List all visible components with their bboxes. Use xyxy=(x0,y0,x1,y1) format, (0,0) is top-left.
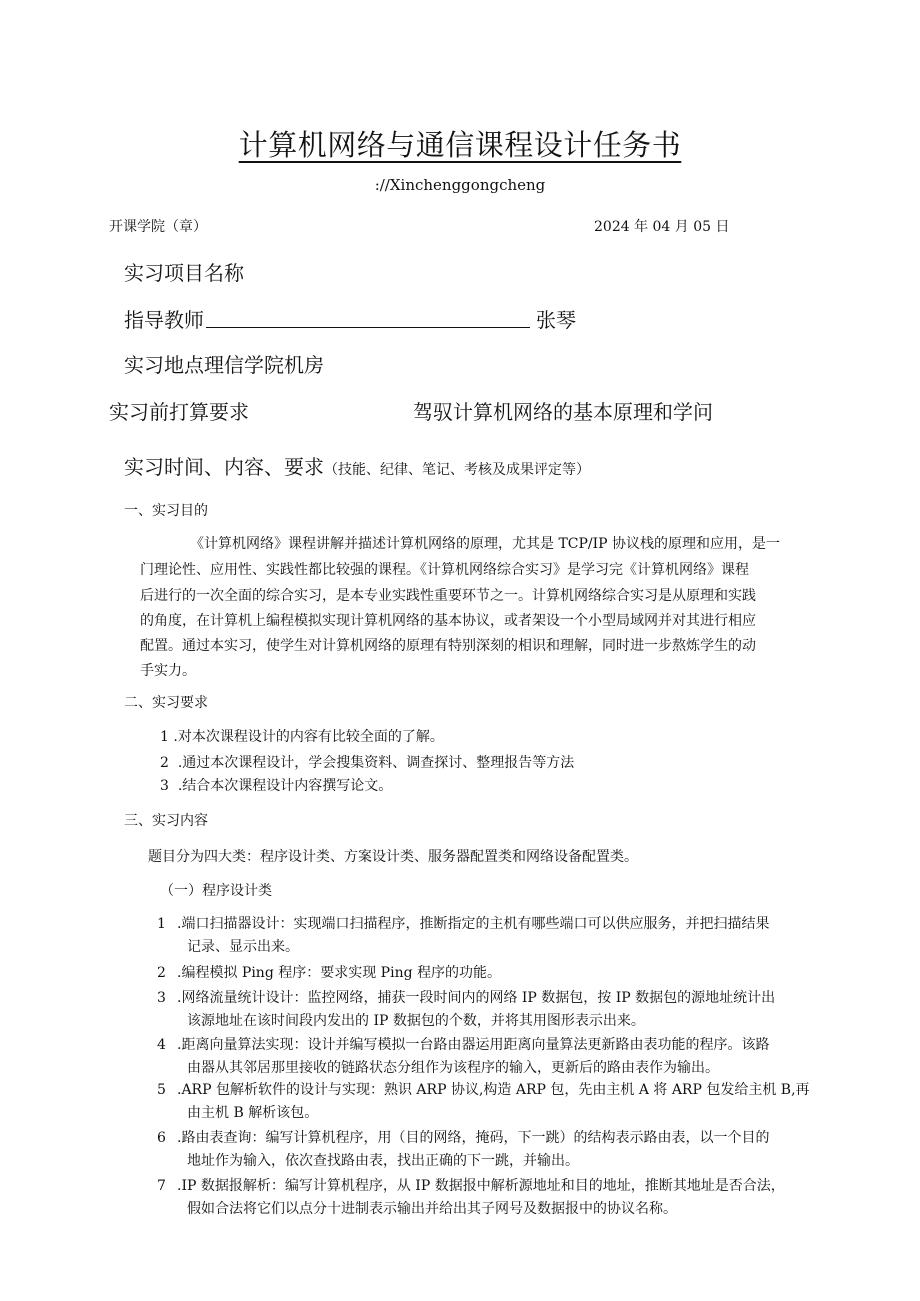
section1-heading: 一、实习目的 xyxy=(124,503,208,519)
subsection-heading: （一）程序设计类 xyxy=(160,883,272,899)
item-number: 2 xyxy=(157,965,166,981)
item-number: 3 xyxy=(157,990,166,1006)
item-number: 1 xyxy=(157,916,166,932)
page-title: 计算机网络与通信课程设计任务书 xyxy=(238,128,682,162)
project-name-label: 实习项目名称 xyxy=(124,261,244,285)
item-text: .通过本次课程设计，学会搜集资料、调查探讨、整理报告等方法 xyxy=(177,755,575,771)
item-text: .编程模拟 Ping 程序：要求实现 Ping 程序的功能。 xyxy=(177,965,502,981)
time-note: （技能、纪律、笔记、考核及成果评定等） xyxy=(324,462,590,478)
item-number: 2 xyxy=(160,755,169,771)
section1-line: 后进行的一次全面的综合实习，是本专业实践性重要环节之一。计算机网络综合实习是从原理和实践 xyxy=(140,588,756,604)
item-text: .路由表查询：编写计算机程序，用（目的网络，掩码，下一跳）的结构表示路由表，以一个目的 地址作为输入，依次查找路由表，找出正确的下一跳，并输出。 xyxy=(177,1130,770,1169)
section1-line: 手实力。 xyxy=(140,663,196,679)
section1-line: 配置。通过本实习，使学生对计算机网络的原理有特别深刻的相识和理解，同时进一步熬炼学生的动 xyxy=(140,638,756,654)
item-text: .ARP 包解析软件的设计与实现：熟识 ARP 协议,构造 ARP 包，先由主机 A 将 ARP 包发给主机 B,再 由主机 B 解析该包。 xyxy=(177,1082,810,1121)
item-text: .IP 数据报解析：编写计算机程序，从 IP 数据报中解析源地址和目的地址，推断其地址是否合法， 假如合法将它们以点分十进制表示输出并给出其子网号及数据报中的协议名称。 xyxy=(177,1178,785,1217)
section1-line: 《计算机网络》课程讲解并描述计算机网络的原理，尤其是 TCP/IP 协议栈的原理和应用，是一 xyxy=(190,536,781,552)
section1-line: 门理论性、应用性、实践性都比较强的课程。《计算机网络综合实习》是学习完《计算机网络》课程 xyxy=(140,562,749,578)
item-number: 3 xyxy=(160,778,169,794)
prereq-label: 实习前打算要求 xyxy=(109,400,249,424)
item-text: .端口扫描器设计：实现端口扫描程序，推断指定的主机有哪些端口可以供应服务，并把扫描结果 记录、显示出来。 xyxy=(177,916,770,955)
section1-line: 的角度，在计算机上编程模拟实现计算机网络的基本协议，或者架设一个小型局域网并对其进行相应 xyxy=(140,613,756,629)
section3-intro: 题目分为四大类：程序设计类、方案设计类、服务器配置类和网络设备配置类。 xyxy=(148,849,638,865)
teacher-value: 张琴 xyxy=(536,308,576,332)
college-label: 开课学院（章） xyxy=(109,219,207,235)
teacher-label: 指导教师 xyxy=(124,308,204,332)
item-number: 7 xyxy=(157,1178,166,1194)
section3-heading: 三、实习内容 xyxy=(124,813,208,829)
location-label: 实习地点理信学院机房 xyxy=(124,353,324,377)
item-number: 6 xyxy=(157,1130,166,1146)
item-text: .距离向量算法实现：设计并编写模拟一台路由器运用距离向量算法更新路由表功能的程序。该路 由器从其邻居那里接收的链路状态分组作为该程序的输入，更新后的路由表作为输出。 xyxy=(177,1037,770,1076)
item-text: .对本次课程设计的内容有比较全面的了解。 xyxy=(173,729,444,745)
requirement-item xyxy=(160,726,444,746)
prereq-value: 驾驭计算机网络的基本原理和学问 xyxy=(413,400,713,424)
item-number: 4 xyxy=(157,1037,166,1053)
issue-date: 2024 年 04 月 05 日 xyxy=(594,219,730,235)
item-text: .结合本次课程设计内容撰写论文。 xyxy=(177,778,393,794)
subtitle-url: ://Xinchenggongcheng xyxy=(374,176,546,194)
time-content-label xyxy=(124,451,590,480)
item-number: 5 xyxy=(157,1082,166,1098)
item-text: .网络流量统计设计：监控网络，捕获一段时间内的网络 IP 数据包，按 IP 数据包的源地址统计出 该源地址在该时间段内发出的 IP 数据包的个数，并将其用图形表示出来。 xyxy=(177,990,776,1029)
time-label: 实习时间、内容、要求 xyxy=(124,455,324,479)
section2-heading: 二、实习要求 xyxy=(124,695,208,711)
requirement-item xyxy=(160,775,392,795)
teacher-underline xyxy=(206,327,530,328)
item-number: 1 xyxy=(160,729,169,745)
requirement-item xyxy=(160,752,574,772)
